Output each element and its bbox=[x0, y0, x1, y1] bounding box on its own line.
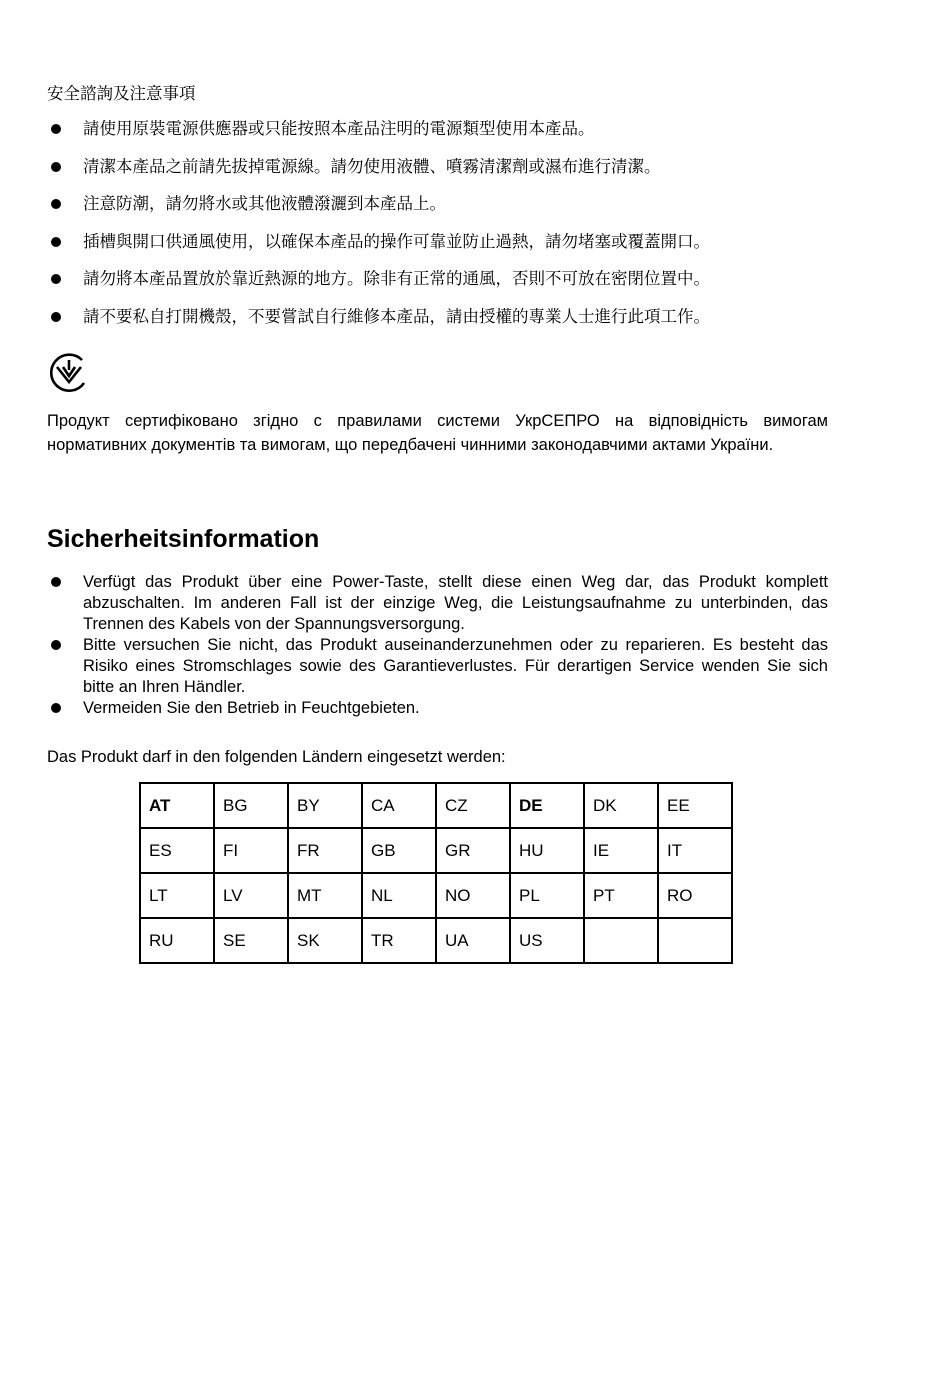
de-safety-heading: Sicherheitsinformation bbox=[47, 525, 320, 553]
bullet-icon bbox=[51, 162, 61, 172]
list-item: 清潔本產品之前請先拔掉電源線。請勿使用液體、噴霧清潔劑或濕布進行清潔。 bbox=[47, 155, 847, 193]
list-item: Bitte versuchen Sie nicht, das Produkt auseinanderzunehmen oder zu reparieren. Es besteht das Risiko eines Stromschlages sowie des Garantieverlustes. Für derartigen Service wenden Sie sich bitte an Ihren Händler. bbox=[47, 635, 828, 698]
list-item: Vermeiden Sie den Betrieb in Feuchtgebieten. bbox=[47, 698, 828, 719]
list-item: 注意防潮，請勿將水或其他液體潑灑到本產品上。 bbox=[47, 192, 847, 230]
country-cell: CZ bbox=[436, 783, 510, 828]
bullet-icon bbox=[51, 124, 61, 134]
bullet-icon bbox=[51, 703, 61, 713]
country-cell: PT bbox=[584, 873, 658, 918]
country-cell: US bbox=[510, 918, 584, 963]
country-cell: CA bbox=[362, 783, 436, 828]
country-cell: DE bbox=[510, 783, 584, 828]
country-cell: IT bbox=[658, 828, 732, 873]
country-cell: BY bbox=[288, 783, 362, 828]
table-row bbox=[140, 828, 732, 873]
country-cell: TR bbox=[362, 918, 436, 963]
country-cell: IE bbox=[584, 828, 658, 873]
list-item: 請使用原裝電源供應器或只能按照本產品注明的電源類型使用本產品。 bbox=[47, 117, 847, 155]
list-item: 請不要私自打開機殼，不要嘗試自行維修本產品，請由授權的專業人士進行此項工作。 bbox=[47, 305, 847, 343]
country-cell: FI bbox=[214, 828, 288, 873]
bullet-icon bbox=[51, 312, 61, 322]
countries-intro: Das Produkt darf in den folgenden Ländern eingesetzt werden: bbox=[47, 748, 506, 766]
country-cell: MT bbox=[288, 873, 362, 918]
zh-safety-title: 安全諮詢及注意事項 bbox=[47, 84, 196, 103]
country-cell: GR bbox=[436, 828, 510, 873]
country-cell: SE bbox=[214, 918, 288, 963]
country-cell: EE bbox=[658, 783, 732, 828]
country-cell: ES bbox=[140, 828, 214, 873]
country-cell: UA bbox=[436, 918, 510, 963]
list-item: Verfügt das Produkt über eine Power-Taste, stellt diese einen Weg dar, das Produkt komplett abzuschalten. Im anderen Fall ist der einzige Weg, die Leistungsaufnahme zu unterbinden, das Trennen des Kabels von der Spannungsversorgung. bbox=[47, 572, 828, 635]
bullet-icon bbox=[51, 274, 61, 284]
countries-table bbox=[139, 782, 733, 964]
country-cell: PL bbox=[510, 873, 584, 918]
country-cell: DK bbox=[584, 783, 658, 828]
zh-safety-list bbox=[47, 117, 847, 342]
list-item: 插槽與開口供通風使用，以確保本產品的操作可靠並防止過熱，請勿堵塞或覆蓋開口。 bbox=[47, 230, 847, 268]
country-cell: RU bbox=[140, 918, 214, 963]
country-cell: AT bbox=[140, 783, 214, 828]
list-item: 請勿將本產品置放於靠近熱源的地方。除非有正常的通風，否則不可放在密閉位置中。 bbox=[47, 267, 847, 305]
country-cell: BG bbox=[214, 783, 288, 828]
ukrsepro-certification-icon bbox=[46, 350, 92, 396]
country-cell: GB bbox=[362, 828, 436, 873]
country-cell: SK bbox=[288, 918, 362, 963]
country-cell: NL bbox=[362, 873, 436, 918]
country-cell: NO bbox=[436, 873, 510, 918]
country-cell: HU bbox=[510, 828, 584, 873]
table-row bbox=[140, 873, 732, 918]
country-cell: LT bbox=[140, 873, 214, 918]
de-safety-list bbox=[47, 572, 828, 719]
ukrsepro-certification-text: Продукт сертифіковано згідно с правилами системи УкрСЕПРО на відповідність вимогам нормативних документів та вимогам, що передбачені чинними законодавчими актами України. bbox=[47, 412, 828, 454]
bullet-icon bbox=[51, 199, 61, 209]
country-cell bbox=[658, 918, 732, 963]
bullet-icon bbox=[51, 237, 61, 247]
country-cell: LV bbox=[214, 873, 288, 918]
table-row bbox=[140, 918, 732, 963]
bullet-icon bbox=[51, 640, 61, 650]
country-cell: RO bbox=[658, 873, 732, 918]
country-cell bbox=[584, 918, 658, 963]
country-cell: FR bbox=[288, 828, 362, 873]
bullet-icon bbox=[51, 577, 61, 587]
table-row bbox=[140, 783, 732, 828]
